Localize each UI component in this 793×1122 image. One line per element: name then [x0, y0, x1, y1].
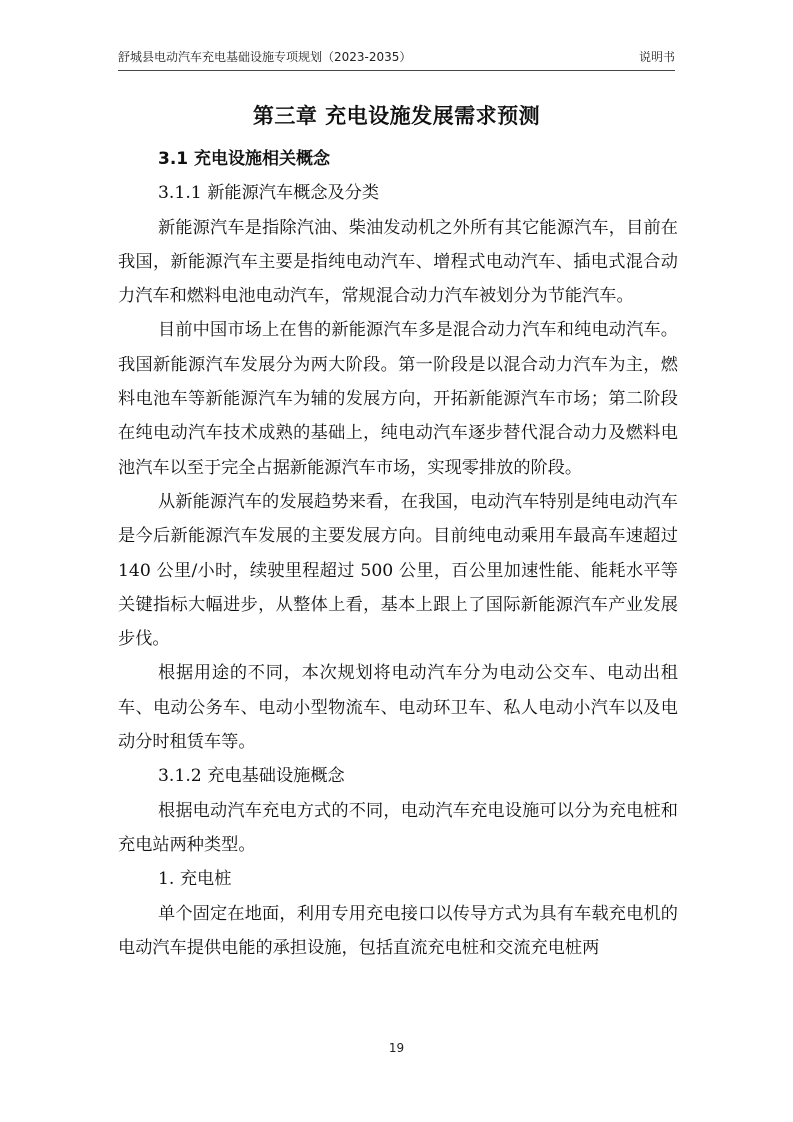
- paragraph: 单个固定在地面，利用专用充电接口以传导方式为具有车载充电机的电动汽车提供电能的承担设施，包括直流充电桩和交流充电桩两: [118, 903, 678, 958]
- subsection-heading-3-1-1: 3.1.1 新能源汽车概念及分类: [158, 183, 380, 204]
- subsection-heading-3-1-2: 3.1.2 充电基础设施概念: [158, 766, 345, 787]
- paragraph: 新能源汽车是指除汽油、柴油发动机之外所有其它能源汽车，目前在我国，新能源汽车主要是指纯电动汽车、增程式电动汽车、插电式混合动力汽车和燃料电池电动汽车，常规混合动力汽车被划分为节能汽车。: [118, 217, 678, 307]
- paragraph: 目前中国市场上在售的新能源汽车多是混合动力汽车和纯电动汽车。我国新能源汽车发展分为两大阶段。第一阶段是以混合动力汽车为主，燃料电池车等新能源汽车为辅的发展方向，开拓新能源汽车市场；第二阶段在纯电动汽车技术成熟的基础上，纯电动汽车逐步替代混合动力及燃料电池汽车以至于完全占据新能源汽车市场，实现零排放的阶段。: [118, 320, 678, 478]
- header-divider: [118, 70, 675, 71]
- running-header: [118, 48, 675, 70]
- header-section-label: 说明书: [638, 50, 675, 64]
- chapter-title: 第三章 充电设施发展需求预测: [252, 104, 541, 128]
- paragraph: 从新能源汽车的发展趋势来看，在我国，电动汽车特别是纯电动汽车是今后新能源汽车发展的主要发展方向。目前纯电动乘用车最高车速超过 140 公里/小时，续驶里程超过 500 公里，百公里加速性能、能耗水平等关键指标大幅进步，从整体上看，基本上跟上了国际新能源汽车产业发展步伐。: [118, 491, 678, 650]
- header-document-title: 舒城县电动汽车充电基础设施专项规划（2023-2035）: [118, 50, 412, 64]
- list-item-heading: 1. 充电桩: [158, 869, 232, 890]
- paragraph: 根据用途的不同，本次规划将电动汽车分为电动公交车、电动出租车、电动公务车、电动小型物流车、电动环卫车、私人电动小汽车以及电动分时租赁车等。: [118, 663, 678, 753]
- body-content: [118, 142, 678, 965]
- section-heading-3-1: 3.1 充电设施相关概念: [158, 149, 331, 169]
- page-number: 19: [388, 1041, 405, 1055]
- paragraph: 根据电动汽车充电方式的不同，电动汽车充电设施可以分为充电桩和充电站两种类型。: [118, 800, 678, 855]
